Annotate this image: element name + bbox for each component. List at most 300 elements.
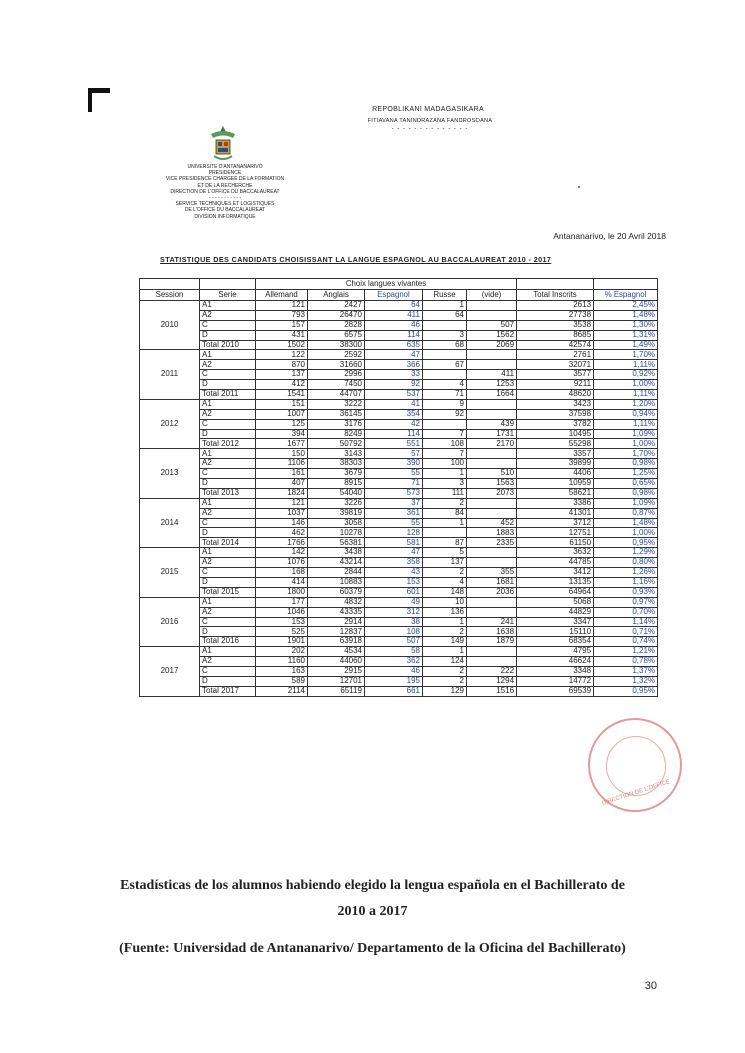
table-cell: 1,32% bbox=[594, 676, 658, 686]
row-total bbox=[140, 587, 658, 597]
stamp-text: DIRECTION DE L'OFFICE bbox=[601, 779, 671, 807]
row-c bbox=[140, 469, 658, 479]
table-cell: 0,78% bbox=[594, 657, 658, 667]
row-total bbox=[140, 340, 658, 350]
table-cell: 2592 bbox=[308, 350, 365, 360]
table-cell: 121 bbox=[256, 498, 308, 508]
table-cell: 793 bbox=[256, 310, 308, 320]
table-cell: 42 bbox=[365, 419, 423, 429]
table-cell: 1,29% bbox=[594, 548, 658, 558]
table-cell: C bbox=[200, 568, 256, 578]
row-d bbox=[140, 429, 658, 439]
table-cell: 1007 bbox=[256, 409, 308, 419]
table-cell: 3058 bbox=[308, 518, 365, 528]
table-cell: 1 bbox=[423, 647, 467, 657]
table-cell: 12751 bbox=[517, 528, 594, 538]
table-cell: 27738 bbox=[517, 310, 594, 320]
table-cell: 142 bbox=[256, 548, 308, 558]
table-cell: A2 bbox=[200, 558, 256, 568]
table-cell: 8915 bbox=[308, 479, 365, 489]
table-cell: 37 bbox=[365, 498, 423, 508]
table-cell: 163 bbox=[256, 666, 308, 676]
col-serie: Serie bbox=[200, 290, 256, 301]
table-cell bbox=[423, 370, 467, 380]
table-cell: 452 bbox=[467, 518, 517, 528]
table-cell: 3438 bbox=[308, 548, 365, 558]
row-total bbox=[140, 439, 658, 449]
table-cell: 31660 bbox=[308, 360, 365, 370]
table-cell: 68 bbox=[423, 340, 467, 350]
col-vide: (vide) bbox=[467, 290, 517, 301]
table-cell: 13135 bbox=[517, 577, 594, 587]
table-cell: 44707 bbox=[308, 390, 365, 400]
table-cell: 1562 bbox=[467, 330, 517, 340]
table-cell: 1,09% bbox=[594, 498, 658, 508]
row-total bbox=[140, 637, 658, 647]
table-cell: 26470 bbox=[308, 310, 365, 320]
table-cell bbox=[467, 498, 517, 508]
table-cell: 44785 bbox=[517, 558, 594, 568]
table-cell bbox=[467, 548, 517, 558]
table-cell: 149 bbox=[423, 637, 467, 647]
row-a2 bbox=[140, 607, 658, 617]
table-cell: 3176 bbox=[308, 419, 365, 429]
table-cell: 635 bbox=[365, 340, 423, 350]
table-cell: 407 bbox=[256, 479, 308, 489]
institution-line: DE L'OFFICE DU BACCALAUREAT bbox=[184, 207, 266, 214]
col-espagnol: Espagnol bbox=[365, 290, 423, 301]
table-cell: 2996 bbox=[308, 370, 365, 380]
table-cell: 10959 bbox=[517, 479, 594, 489]
table-cell: 1563 bbox=[467, 479, 517, 489]
table-cell: 128 bbox=[365, 528, 423, 538]
table-cell bbox=[467, 449, 517, 459]
table-cell: 2427 bbox=[308, 301, 365, 311]
table-cell: 1 bbox=[423, 518, 467, 528]
table-cell: 3412 bbox=[517, 568, 594, 578]
table-cell: 1664 bbox=[467, 390, 517, 400]
table-cell: 8249 bbox=[308, 429, 365, 439]
table-cell: 0,71% bbox=[594, 627, 658, 637]
table-cell: 6575 bbox=[308, 330, 365, 340]
table-cell: 1901 bbox=[256, 637, 308, 647]
table-cell: 2073 bbox=[467, 488, 517, 498]
table-cell: 33 bbox=[365, 370, 423, 380]
table-cell: 1800 bbox=[256, 587, 308, 597]
table-cell: 1037 bbox=[256, 508, 308, 518]
table-cell: A2 bbox=[200, 607, 256, 617]
table-cell: 14772 bbox=[517, 676, 594, 686]
institution-line: DIRECTION DE L'OFFICE DU BACCALAUREAT bbox=[170, 188, 280, 195]
session-year: 2015 bbox=[140, 548, 200, 597]
row-c bbox=[140, 419, 658, 429]
table-cell: 46 bbox=[365, 666, 423, 676]
row-d bbox=[140, 330, 658, 340]
table-cell: A2 bbox=[200, 657, 256, 667]
table-cell: 12701 bbox=[308, 676, 365, 686]
table-cell: 1,16% bbox=[594, 577, 658, 587]
table-cell: 0,92% bbox=[594, 370, 658, 380]
table-cell: 7450 bbox=[308, 380, 365, 390]
table-cell: 1638 bbox=[467, 627, 517, 637]
table-cell: 2036 bbox=[467, 587, 517, 597]
table-cell: 56381 bbox=[308, 538, 365, 548]
table-cell: D bbox=[200, 330, 256, 340]
table-cell: 114 bbox=[365, 330, 423, 340]
table-cell: A1 bbox=[200, 350, 256, 360]
table-cell: 3226 bbox=[308, 498, 365, 508]
col-allemand: Allemand bbox=[256, 290, 308, 301]
table-cell: A1 bbox=[200, 498, 256, 508]
caption-line-1: Estadísticas de los alumnos habiendo elegido la lengua española en el Bachillerato de bbox=[120, 878, 625, 893]
table-cell: C bbox=[200, 419, 256, 429]
table-cell: 394 bbox=[256, 429, 308, 439]
caption-source: (Fuente: Universidad de Antananarivo/ Departamento de la Oficina del Bachillerato) bbox=[119, 941, 626, 956]
table-cell bbox=[467, 350, 517, 360]
table-cell: A2 bbox=[200, 409, 256, 419]
table-cell: 366 bbox=[365, 360, 423, 370]
table-cell: 4406 bbox=[517, 469, 594, 479]
table-cell: 136 bbox=[423, 607, 467, 617]
table-cell: 10495 bbox=[517, 429, 594, 439]
institution-line: UNIVERSITE D'ANTANANARIVO bbox=[187, 164, 263, 170]
row-a2 bbox=[140, 558, 658, 568]
table-cell: 581 bbox=[365, 538, 423, 548]
table-cell: 3222 bbox=[308, 399, 365, 409]
table-cell: 1731 bbox=[467, 429, 517, 439]
table-cell: D bbox=[200, 380, 256, 390]
table-cell: 312 bbox=[365, 607, 423, 617]
table-cell: 12837 bbox=[308, 627, 365, 637]
table-cell: 64964 bbox=[517, 587, 594, 597]
table-cell: 358 bbox=[365, 558, 423, 568]
table-cell: A1 bbox=[200, 399, 256, 409]
row-d bbox=[140, 528, 658, 538]
table-cell: 1,21% bbox=[594, 647, 658, 657]
group-header: Choix langues vivantes bbox=[256, 279, 517, 290]
table-cell bbox=[467, 459, 517, 469]
table-cell: 3577 bbox=[517, 370, 594, 380]
table-cell bbox=[467, 310, 517, 320]
table-cell: 2069 bbox=[467, 340, 517, 350]
session-year: 2016 bbox=[140, 597, 200, 646]
table-cell: 3347 bbox=[517, 617, 594, 627]
table-cell: C bbox=[200, 469, 256, 479]
col-anglais: Anglais bbox=[308, 290, 365, 301]
table-cell: 55298 bbox=[517, 439, 594, 449]
table-cell: Total 2011 bbox=[200, 390, 256, 400]
table-cell bbox=[467, 409, 517, 419]
table-cell: 39819 bbox=[308, 508, 365, 518]
table-cell: Total 2016 bbox=[200, 637, 256, 647]
table-cell: C bbox=[200, 320, 256, 330]
table-cell: 2 bbox=[423, 627, 467, 637]
table-cell: 2,45% bbox=[594, 301, 658, 311]
table-cell: 125 bbox=[256, 419, 308, 429]
table-cell: D bbox=[200, 528, 256, 538]
statistics-table bbox=[139, 278, 658, 697]
table-cell: 46624 bbox=[517, 657, 594, 667]
header-blank bbox=[517, 279, 594, 290]
table-cell bbox=[467, 301, 517, 311]
table-cell: 3 bbox=[423, 330, 467, 340]
table-cell: 537 bbox=[365, 390, 423, 400]
table-cell: 39899 bbox=[517, 459, 594, 469]
table-cell: 3423 bbox=[517, 399, 594, 409]
table-cell: 1,49% bbox=[594, 340, 658, 350]
row-total bbox=[140, 488, 658, 498]
table-cell: 38300 bbox=[308, 340, 365, 350]
header-separator: - - - - - - - - - - - - - - bbox=[391, 126, 469, 132]
table-cell: A2 bbox=[200, 360, 256, 370]
institution-line: SERVICE TECHNIQUES ET LOGISTIQUES bbox=[175, 201, 275, 208]
table-cell: 1766 bbox=[256, 538, 308, 548]
table-cell: 1883 bbox=[467, 528, 517, 538]
table-cell: 36145 bbox=[308, 409, 365, 419]
table-cell: 0,97% bbox=[594, 597, 658, 607]
table-cell: Total 2012 bbox=[200, 439, 256, 449]
row-total bbox=[140, 686, 658, 696]
table-cell: 3386 bbox=[517, 498, 594, 508]
table-cell: Total 2013 bbox=[200, 488, 256, 498]
table-cell: 4 bbox=[423, 577, 467, 587]
table-cell: 4534 bbox=[308, 647, 365, 657]
table-cell: 0,95% bbox=[594, 686, 658, 696]
table-cell: 2170 bbox=[467, 439, 517, 449]
table-cell: 38 bbox=[365, 617, 423, 627]
table-cell: 32071 bbox=[517, 360, 594, 370]
table-cell: 121 bbox=[256, 301, 308, 311]
table-cell: 0,74% bbox=[594, 637, 658, 647]
statistics-title: STATISTIQUE DES CANDIDATS CHOISISSANT LA LANGUE ESPAGNOL AU BACCALAUREAT 2010 - 2017 bbox=[160, 255, 552, 264]
table-cell: 3632 bbox=[517, 548, 594, 558]
table-cell: 354 bbox=[365, 409, 423, 419]
table-cell: 1,09% bbox=[594, 429, 658, 439]
table-cell: 7 bbox=[423, 429, 467, 439]
table-cell: 2761 bbox=[517, 350, 594, 360]
row-c bbox=[140, 320, 658, 330]
table-cell: A1 bbox=[200, 597, 256, 607]
table-cell: 1516 bbox=[467, 686, 517, 696]
table-cell: D bbox=[200, 627, 256, 637]
table-cell: 3357 bbox=[517, 449, 594, 459]
table-cell: 60379 bbox=[308, 587, 365, 597]
table-cell: 3712 bbox=[517, 518, 594, 528]
row-d bbox=[140, 380, 658, 390]
table-cell: C bbox=[200, 370, 256, 380]
date-line: Antananarivo, le 20 Avril 2018 bbox=[553, 231, 666, 241]
table-cell: 43 bbox=[365, 568, 423, 578]
table-cell: 47 bbox=[365, 548, 423, 558]
table-cell: 0,98% bbox=[594, 459, 658, 469]
table-cell: 1681 bbox=[467, 577, 517, 587]
table-cell: 9 bbox=[423, 399, 467, 409]
table-cell bbox=[467, 508, 517, 518]
row-a2 bbox=[140, 508, 658, 518]
table-cell: 44060 bbox=[308, 657, 365, 667]
table-cell: 2335 bbox=[467, 538, 517, 548]
table-cell: 1106 bbox=[256, 459, 308, 469]
table-cell: 1253 bbox=[467, 380, 517, 390]
table-cell: 8685 bbox=[517, 330, 594, 340]
row-d bbox=[140, 627, 658, 637]
table-cell: 153 bbox=[365, 577, 423, 587]
table-cell: 49 bbox=[365, 597, 423, 607]
table-cell: 1 bbox=[423, 301, 467, 311]
table-cell: 1502 bbox=[256, 340, 308, 350]
table-cell: 1541 bbox=[256, 390, 308, 400]
table-cell: 414 bbox=[256, 577, 308, 587]
table-cell: 151 bbox=[256, 399, 308, 409]
table-cell: 1,20% bbox=[594, 399, 658, 409]
col-russe: Russe bbox=[423, 290, 467, 301]
table-cell: 1,14% bbox=[594, 617, 658, 627]
table-cell: 507 bbox=[467, 320, 517, 330]
table-cell: 2613 bbox=[517, 301, 594, 311]
table-cell: 2915 bbox=[308, 666, 365, 676]
table-cell: 2114 bbox=[256, 686, 308, 696]
table-cell: 431 bbox=[256, 330, 308, 340]
table-cell: 2914 bbox=[308, 617, 365, 627]
row-d bbox=[140, 479, 658, 489]
table-cell: 1,11% bbox=[594, 360, 658, 370]
table-cell: 65119 bbox=[308, 686, 365, 696]
table-cell: 361 bbox=[365, 508, 423, 518]
table-cell bbox=[423, 528, 467, 538]
table-cell: 0,94% bbox=[594, 409, 658, 419]
table-cell: Total 2010 bbox=[200, 340, 256, 350]
page-number: 30 bbox=[644, 980, 657, 992]
table-cell: 0,70% bbox=[594, 607, 658, 617]
table-cell: 355 bbox=[467, 568, 517, 578]
table-cell: 0,95% bbox=[594, 538, 658, 548]
table-cell: 362 bbox=[365, 657, 423, 667]
table-cell: 1046 bbox=[256, 607, 308, 617]
table-cell bbox=[467, 647, 517, 657]
caption-line-2: 2010 a 2017 bbox=[337, 904, 408, 919]
table-cell: 100 bbox=[423, 459, 467, 469]
row-total bbox=[140, 538, 658, 548]
table-cell: 67 bbox=[423, 360, 467, 370]
table-cell bbox=[423, 350, 467, 360]
table-cell: 92 bbox=[423, 409, 467, 419]
table-cell: 2 bbox=[423, 676, 467, 686]
table-cell: 2 bbox=[423, 568, 467, 578]
table-cell: 2844 bbox=[308, 568, 365, 578]
row-a1 bbox=[140, 647, 658, 657]
table-cell: 4832 bbox=[308, 597, 365, 607]
scan-speck bbox=[578, 186, 580, 188]
table-cell: 1,11% bbox=[594, 419, 658, 429]
table-cell: 42574 bbox=[517, 340, 594, 350]
table-cell: 195 bbox=[365, 676, 423, 686]
table-cell: 111 bbox=[423, 488, 467, 498]
table-cell: 1,48% bbox=[594, 518, 658, 528]
row-total bbox=[140, 390, 658, 400]
header-blank bbox=[200, 279, 256, 290]
row-a1 bbox=[140, 399, 658, 409]
table-cell: 46 bbox=[365, 320, 423, 330]
table-cell: C bbox=[200, 518, 256, 528]
table-cell: D bbox=[200, 429, 256, 439]
row-a2 bbox=[140, 360, 658, 370]
table-cell: 58 bbox=[365, 647, 423, 657]
table-cell: 10 bbox=[423, 597, 467, 607]
national-motto: FITIAVANA TANINDRAZANA FANDROSOANA bbox=[367, 118, 493, 124]
col-session: Session bbox=[140, 290, 200, 301]
row-a1 bbox=[140, 350, 658, 360]
table-cell: 411 bbox=[467, 370, 517, 380]
institution-separator: - - - - - - - - - - - bbox=[208, 195, 242, 202]
table-cell: 1,30% bbox=[594, 320, 658, 330]
row-a2 bbox=[140, 459, 658, 469]
table-cell: 5068 bbox=[517, 597, 594, 607]
table-cell: 161 bbox=[256, 469, 308, 479]
official-stamp-icon bbox=[588, 718, 682, 812]
session-year: 2014 bbox=[140, 498, 200, 547]
table-cell: A1 bbox=[200, 449, 256, 459]
table-cell: 68354 bbox=[517, 637, 594, 647]
table-cell: 58621 bbox=[517, 488, 594, 498]
table-cell: 108 bbox=[423, 439, 467, 449]
table-cell: 41301 bbox=[517, 508, 594, 518]
table-cell: 1294 bbox=[467, 676, 517, 686]
table-cell: 148 bbox=[423, 587, 467, 597]
row-d bbox=[140, 676, 658, 686]
table-cell: 157 bbox=[256, 320, 308, 330]
table-cell: 1,11% bbox=[594, 390, 658, 400]
table-cell: 38303 bbox=[308, 459, 365, 469]
institution-line: PRESIDENCE bbox=[208, 170, 242, 177]
table-cell: 55 bbox=[365, 518, 423, 528]
table-cell: 3143 bbox=[308, 449, 365, 459]
session-year: 2011 bbox=[140, 350, 200, 399]
table-cell: 146 bbox=[256, 518, 308, 528]
table-cell: 153 bbox=[256, 617, 308, 627]
table-cell: 63918 bbox=[308, 637, 365, 647]
table-cell: 462 bbox=[256, 528, 308, 538]
table-cell: A2 bbox=[200, 310, 256, 320]
table-cell: 69539 bbox=[517, 686, 594, 696]
row-a1 bbox=[140, 548, 658, 558]
table-cell: 1,70% bbox=[594, 350, 658, 360]
table-cell: 64 bbox=[365, 301, 423, 311]
table-cell: 61150 bbox=[517, 538, 594, 548]
table-cell: 573 bbox=[365, 488, 423, 498]
row-c bbox=[140, 370, 658, 380]
table-cell: 390 bbox=[365, 459, 423, 469]
table-cell: 137 bbox=[256, 370, 308, 380]
table-cell: 2 bbox=[423, 498, 467, 508]
scan-corner-mark-vertical bbox=[88, 88, 92, 112]
institution-line: ET DE LA RECHERCHE bbox=[197, 182, 253, 189]
table-cell: 0,65% bbox=[594, 479, 658, 489]
table-cell: 1,37% bbox=[594, 666, 658, 676]
session-year: 2010 bbox=[140, 301, 200, 350]
table-cell: 4 bbox=[423, 380, 467, 390]
table-cell: 47 bbox=[365, 350, 423, 360]
institution-line: VICE PRESIDENCE CHARGEE DE LA FORMATION bbox=[165, 176, 285, 183]
table-cell: 1 bbox=[423, 617, 467, 627]
table-cell: 4795 bbox=[517, 647, 594, 657]
table-cell: Total 2017 bbox=[200, 686, 256, 696]
session-year: 2017 bbox=[140, 647, 200, 696]
row-c bbox=[140, 568, 658, 578]
statistics-body bbox=[140, 301, 658, 697]
table-cell: 43214 bbox=[308, 558, 365, 568]
table-cell: 43335 bbox=[308, 607, 365, 617]
row-c bbox=[140, 617, 658, 627]
